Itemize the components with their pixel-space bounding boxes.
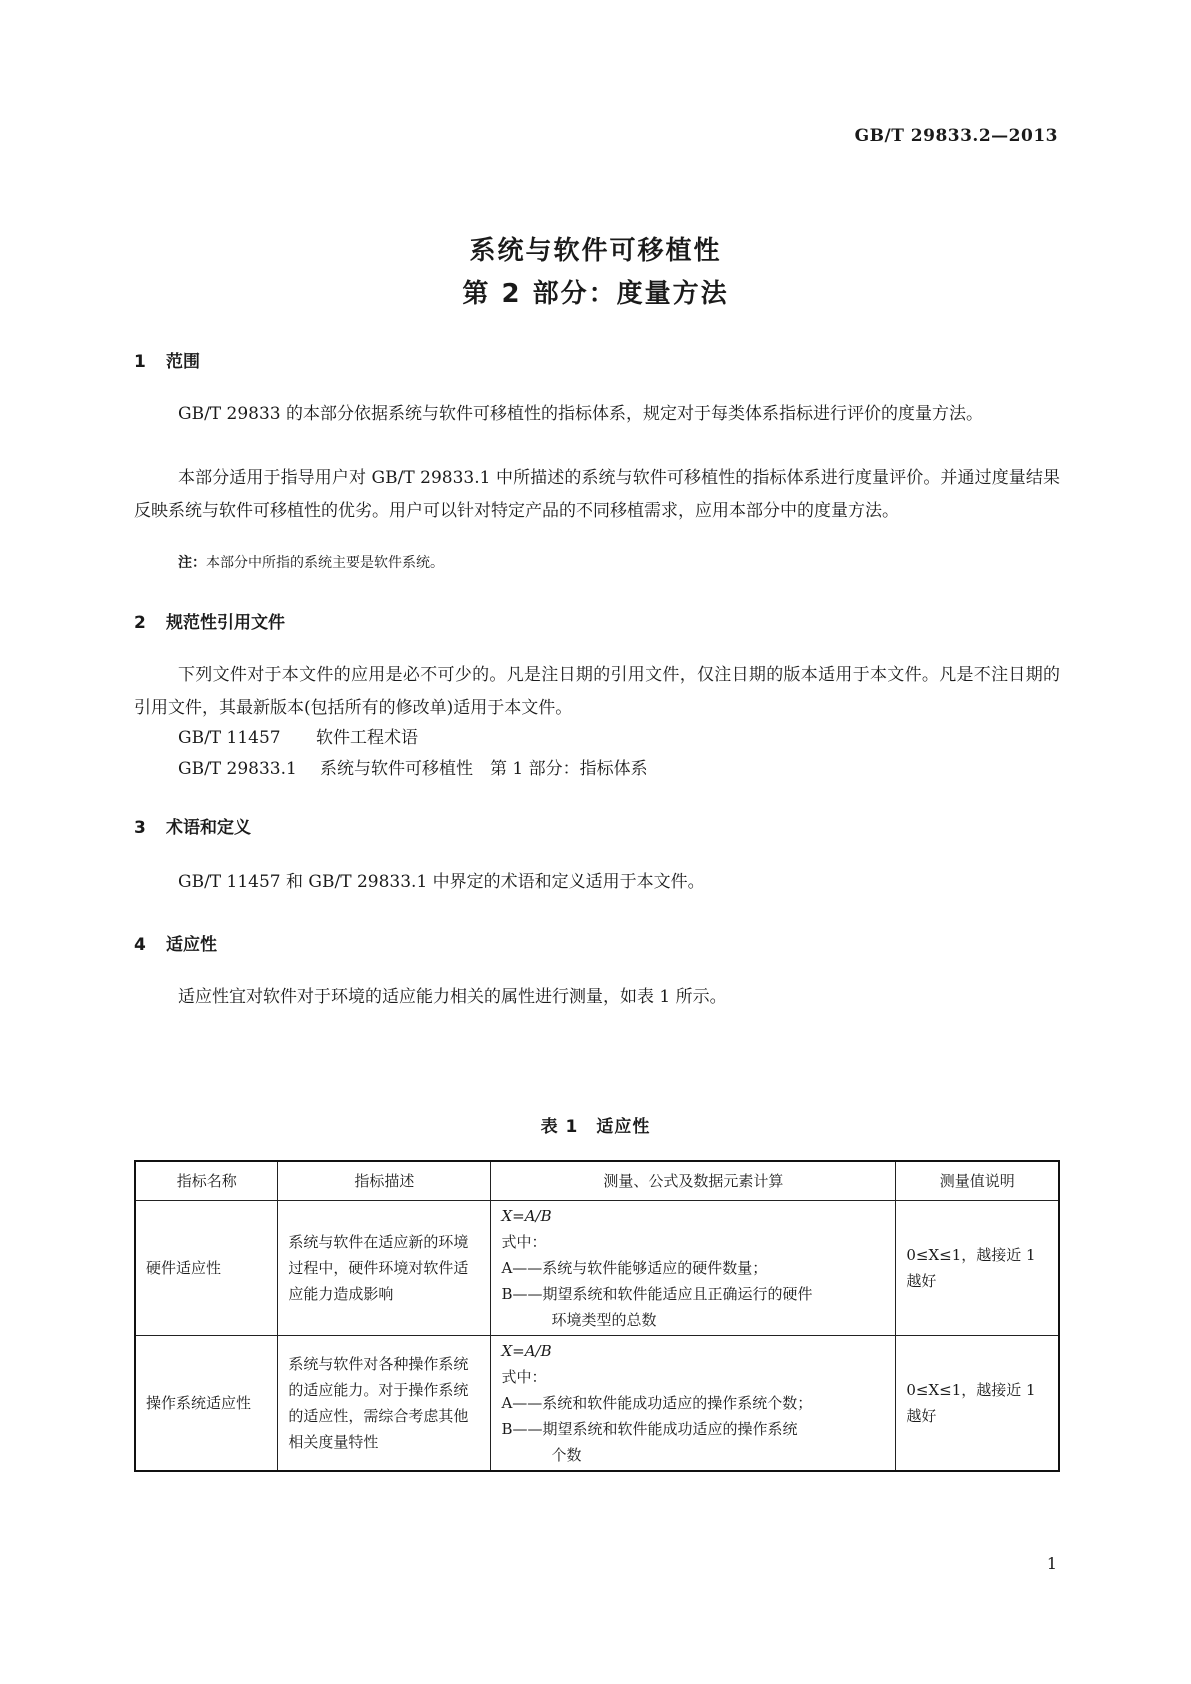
page-number: 1 <box>1046 1554 1057 1573</box>
note-label: 注： <box>178 555 206 571</box>
formula-term-b: B——期望系统和软件能适应且正确运行的硬件 <box>501 1285 813 1303</box>
section-title: 范围 <box>166 352 200 372</box>
section-title: 适应性 <box>166 935 217 955</box>
formula-term-b-continued: 环境类型的总数 <box>551 1311 657 1329</box>
reference-item <box>178 754 648 779</box>
metric-description: 系统与软件在适应新的环境过程中，硬件环境对软件适应能力造成影响 <box>278 1201 491 1336</box>
formula-term-b: B——期望系统和软件能成功适应的操作系统 <box>501 1420 798 1438</box>
reference-name: 软件工程术语 <box>316 728 418 748</box>
metric-name: 硬件适应性 <box>135 1201 278 1336</box>
metric-description: 系统与软件对各种操作系统的适应能力。对于操作系统的适应性，需综合考虑其他相关度量特性 <box>278 1336 491 1472</box>
note-text: 本部分中所指的系统主要是软件系统。 <box>206 555 444 571</box>
formula-where: 式中： <box>501 1368 547 1386</box>
section-number: 3 <box>134 818 146 838</box>
formula: X=A/B <box>501 1342 552 1360</box>
section-1-paragraph-2: 本部分适用于指导用户对 GB/T 29833.1 中所描述的系统与软件可移植性的指标体系进行度量评价。并通过度量结果反映系统与软件可移植性的优劣。用户可以针对特定产品的不同移植需求，应用本部分中的度量方法。 <box>134 468 1060 521</box>
column-header: 指标名称 <box>135 1161 278 1201</box>
section-title: 术语和定义 <box>166 818 251 838</box>
table-row <box>135 1336 1059 1472</box>
table-header-row <box>135 1161 1059 1201</box>
section-number: 1 <box>134 352 146 372</box>
section-number: 4 <box>134 935 146 955</box>
section-2-heading <box>134 608 285 633</box>
column-header: 测量、公式及数据元素计算 <box>491 1161 896 1201</box>
column-header: 测量值说明 <box>896 1161 1059 1201</box>
adaptability-table <box>134 1160 1060 1472</box>
section-1-paragraph-1: GB/T 29833 的本部分依据系统与软件可移植性的指标体系，规定对于每类体系指标进行评价的度量方法。 <box>178 404 984 424</box>
reference-name: 系统与软件可移植性 第 1 部分：指标体系 <box>320 759 648 779</box>
table-row <box>135 1201 1059 1336</box>
metric-name: 操作系统适应性 <box>135 1336 278 1472</box>
formula-term-b-continued: 个数 <box>551 1446 582 1464</box>
formula-term-a: A——系统与软件能够适应的硬件数量； <box>501 1259 768 1277</box>
reference-code: GB/T 29833.1 <box>178 759 297 779</box>
metric-value-explanation: 0≤X≤1，越接近 1 越好 <box>896 1201 1059 1336</box>
section-4-heading <box>134 930 217 955</box>
metric-formula-cell <box>491 1336 896 1472</box>
document-subtitle: 第 2 部分：度量方法 <box>462 279 729 309</box>
document-code: GB/T 29833.2—2013 <box>854 126 1058 146</box>
reference-code: GB/T 11457 <box>178 728 281 748</box>
section-2-paragraph-1: 下列文件对于本文件的应用是必不可少的。凡是注日期的引用文件，仅注日期的版本适用于本文件。凡是不注日期的引用文件，其最新版本(包括所有的修改单)适用于本文件。 <box>134 665 1060 718</box>
section-number: 2 <box>134 613 146 633</box>
section-1-heading <box>134 347 200 372</box>
document-title: 系统与软件可移植性 <box>469 236 722 266</box>
formula-where: 式中： <box>501 1233 547 1251</box>
section-3-heading <box>134 813 251 838</box>
section-3-paragraph-1: GB/T 11457 和 GB/T 29833.1 中界定的术语和定义适用于本文件。 <box>178 872 705 892</box>
reference-item <box>178 723 418 748</box>
column-header: 指标描述 <box>278 1161 491 1201</box>
section-title: 规范性引用文件 <box>166 613 285 633</box>
section-1-note <box>178 552 444 572</box>
formula: X=A/B <box>501 1207 552 1225</box>
metric-value-explanation: 0≤X≤1，越接近 1 越好 <box>896 1336 1059 1472</box>
formula-term-a: A——系统和软件能成功适应的操作系统个数； <box>501 1394 813 1412</box>
section-4-paragraph-1: 适应性宜对软件对于环境的适应能力相关的属性进行测量，如表 1 所示。 <box>178 987 727 1007</box>
table-caption: 表 1 适应性 <box>540 1117 651 1137</box>
metric-formula-cell <box>491 1201 896 1336</box>
